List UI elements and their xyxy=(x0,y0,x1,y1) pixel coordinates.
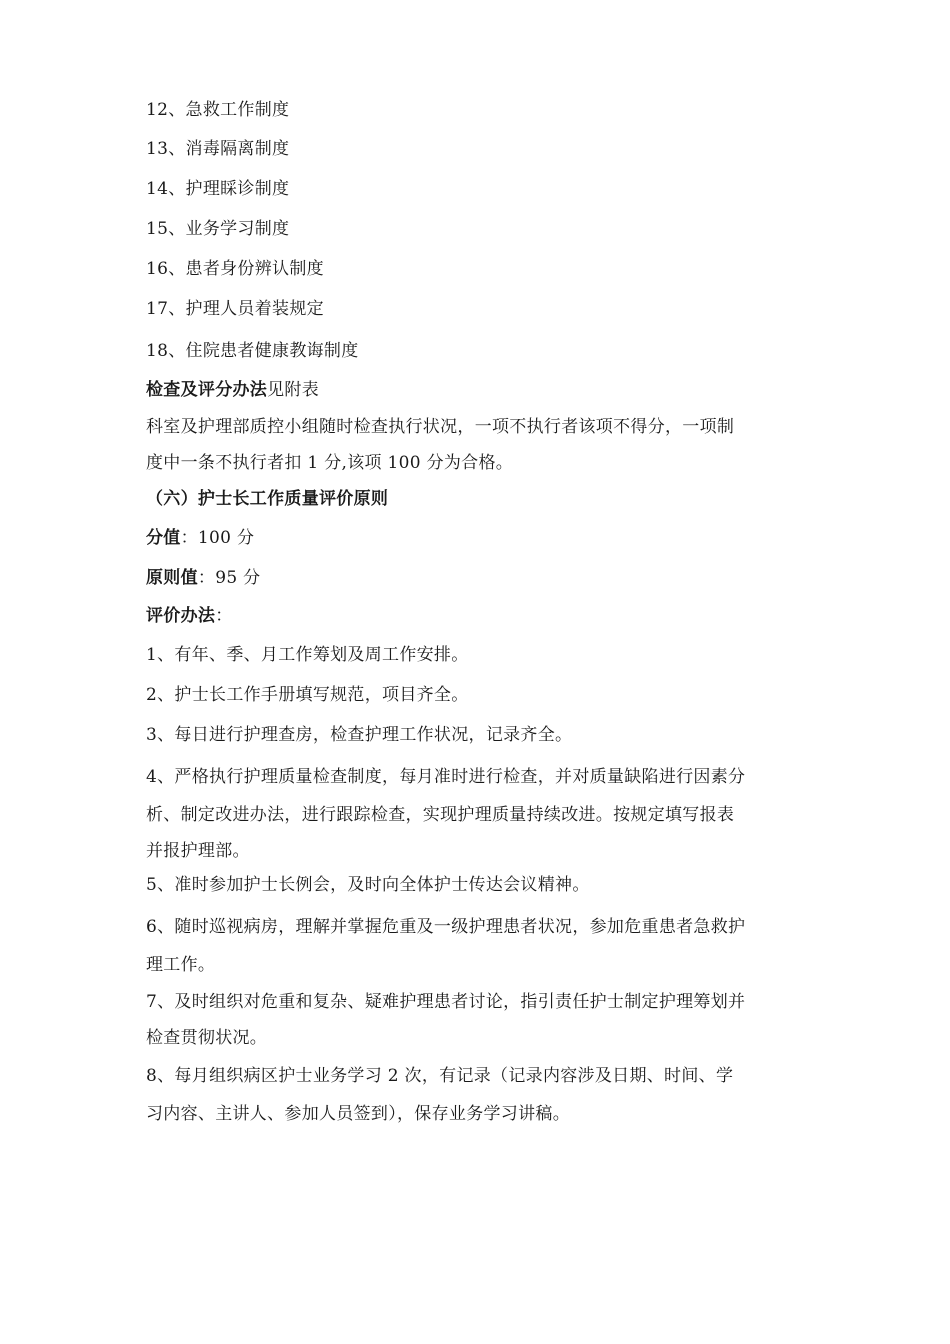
list-item: 14、护理睬诊制度 xyxy=(146,179,290,199)
paragraph-line: 度中一条不执行者扣 1 分,该项 100 分为合格。 xyxy=(146,453,514,473)
list-item: 并报护理部。 xyxy=(146,841,250,861)
standard-label: 原则值 xyxy=(146,568,198,588)
list-item: 理工作。 xyxy=(146,955,216,975)
list-item: 4、严格执行护理质量检查制度，每月准时进行检查，并对质量缺陷进行因素分 xyxy=(146,767,746,787)
score-label: 分值 xyxy=(146,528,181,548)
list-item: 1、有年、季、月工作筹划及周工作安排。 xyxy=(146,645,469,665)
list-item: 习内容、主讲人、参加人员签到），保存业务学习讲稿。 xyxy=(146,1104,570,1124)
list-item: 5、准时参加护士长例会，及时向全体护士传达会议精神。 xyxy=(146,875,590,895)
list-item: 15、业务学习制度 xyxy=(146,219,290,239)
standard-line xyxy=(146,567,826,589)
standard-value: ：95 分 xyxy=(197,568,261,588)
list-item: 3、每日进行护理查房，检查护理工作状况，记录齐全。 xyxy=(146,725,573,745)
list-item: 6、随时巡视病房，理解并掌握危重及一级护理患者状况，参加危重患者急救护 xyxy=(146,917,746,937)
list-item: 18、住院患者健康教诲制度 xyxy=(146,341,359,361)
list-item: 析、制定改进办法，进行跟踪检查，实现护理质量持续改进。按规定填写报表 xyxy=(146,805,735,825)
inspection-label: 检查及评分办法 xyxy=(146,380,268,400)
list-item: 12、急救工作制度 xyxy=(146,100,290,120)
paragraph-line: 科室及护理部质控小组随时检查执行状况，一项不执行者该项不得分，一项制 xyxy=(146,417,735,437)
list-item: 17、护理人员着装规定 xyxy=(146,299,324,319)
method-suffix: ： xyxy=(215,606,233,626)
section-title: （六）护士长工作质量评价原则 xyxy=(146,489,389,509)
list-item: 2、护士长工作手册填写规范，项目齐全。 xyxy=(146,685,469,705)
list-item: 检查贯彻状况。 xyxy=(146,1028,268,1048)
list-item: 7、及时组织对危重和复杂、疑难护理患者讨论，指引责任护士制定护理筹划并 xyxy=(146,992,746,1012)
inspection-line xyxy=(146,379,826,401)
inspection-text: 见附表 xyxy=(267,380,320,400)
method-line xyxy=(146,605,826,627)
list-item: 8、每月组织病区护士业务学习 2 次，有记录（记录内容涉及日期、时间、学 xyxy=(146,1066,734,1086)
score-value: ：100 分 xyxy=(180,528,255,548)
method-label: 评价办法 xyxy=(146,606,216,626)
score-line xyxy=(146,527,826,549)
list-item: 13、消毒隔离制度 xyxy=(146,139,290,159)
list-item: 16、患者身份辨认制度 xyxy=(146,259,324,279)
